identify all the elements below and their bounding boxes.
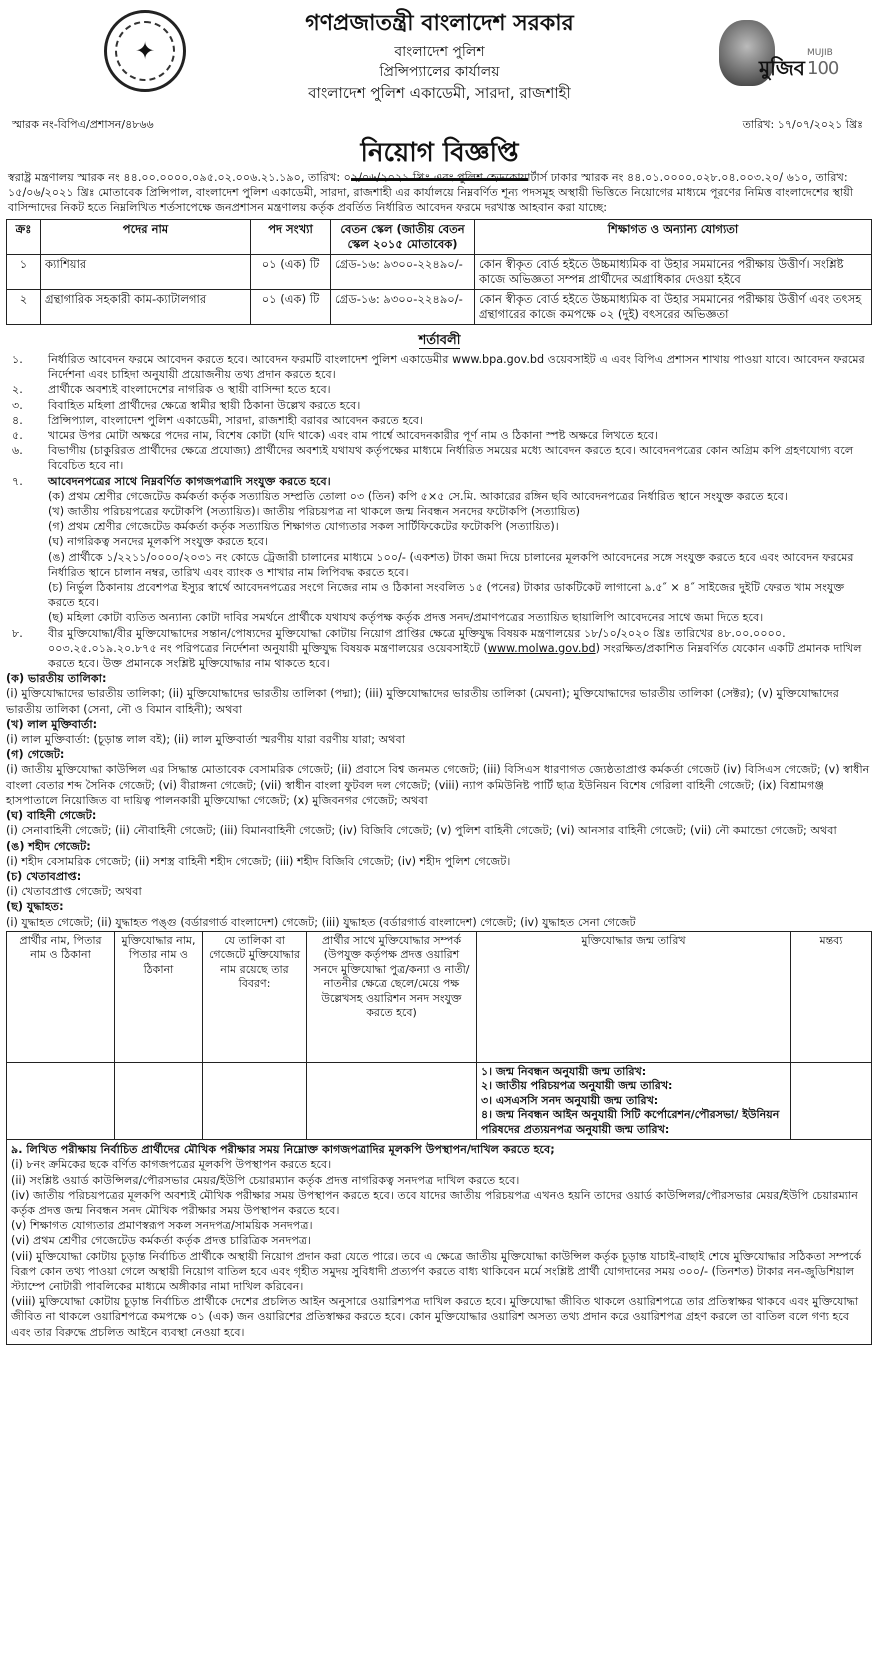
table-row: ১ ক্যাশিয়ার ০১ (এক) টি গ্রেড-১৬: ৯৩০০-২২৪৯০/- কোন স্বীকৃত বোর্ড হইতে উচ্চমাধ্যমিক বা উহার সমমানের পরীক্ষায় উত্তীর্ণ। সংশ্লিষ্ট কাজে অভিজ্ঞতা সম্পন্ন প্রার্থীদের অগ্রাধিকার দেওয়া হইবে [7, 255, 872, 290]
ff-table-row [7, 1062, 872, 1140]
attachment-item: (চ) নির্ভুল ঠিকানায় প্রবেশপত্র ইস্যুর স্বার্থে আবেদনপত্রের সংগে নিজের নাম ও ঠিকানা সংবলিত ১৫ (পনের) টাকার ডাকটিকেট লাগানো ৯.৫″ × ৪″ সাইজের দুইটি ফেরত খাম সংযুক্ত করতে হবে। [48, 581, 845, 610]
list-item: (iv) জাতীয় পরিচয়পত্রের মূলকপি অবশ্যই মৌখিক পরীক্ষার সময় উপস্থাপন করতে হবে। তবে যাদের জাতীয় পরিচয়পত্র এখনও হয়নি তাদের ওয়ার্ড কাউন্সিলর/পৌরসভার মেয়র/ইউপি চেয়ারম্যান কর্তৃক প্রদত্ত জন্ম নিবন্ধন সনদ মৌখিক পরীক্ষার সময় উপস্থাপন করতে হবে। [11, 1188, 858, 1218]
molwa-link[interactable]: www.molwa.gov.bd [487, 641, 596, 655]
office-line-1: বাংলাদেশ পুলিশ [394, 44, 485, 60]
freedom-fighter-table [6, 931, 872, 1141]
ff-proof-categories: (ক) ভারতীয় তালিকা: (i) মুক্তিযোদ্ধাদের ভারতীয় তালিকা; (ii) মুক্তিযোদ্ধাদের ভারতীয় তালিকা (পদ্মা); (iii) মুক্তিযোদ্ধাদের ভারতীয় তালিকা (মেঘনা); মুক্তিযোদ্ধাদের ভারতীয় তালিকা (সেক্টর); (v) মুক্তিযোদ্ধাদের ভারতীয় তালিকা (সেনা, নৌ ও বিমান বাহিনী); অথবা (খ) লাল মুক্তিবার্তা: (i) লাল মুক্তিবার্তা: (চূড়ান্ত লাল বই); (ii) লাল মুক্তিবার্তা স্মরণীয় যারা বরণীয় যারা; অথবা (গ) গেজেট: (i) জাতীয় মুক্তিযোদ্ধা কাউন্সিল এর সিদ্ধান্ত মোতাবেক বেসামরিক গেজেট; (ii) প্রবাসে বিশ্ব জনমত গেজেট; (iii) বিসিএস ধারণাগত জ্যেষ্ঠতাপ্রাপ্ত কর্মকর্তা গেজেট (iv) বিসিএস গেজেট; (v) স্বাধীন বাংলা বেতার শব্দ সৈনিক গেজেট; (vi) বীরাঙ্গনা গেজেট; (vii) স্বাধীন বাংলা ফুটবল দল গেজেট; (viii) ন্যাপ কমিউনিষ্ট পার্টি ছাত্র ইউনিয়ন বিশেষ গেরিলা বাহিনী গেজেট; (ix) বিশ্রামগঞ্জ হাসপাতালে নিয়োজিত বা দায়িত্ব পালনকারী মুক্তিযোদ্ধা গেজেট; (x) মুজিবনগর গেজেট; অথবা (ঘ) বাহিনী গেজেট: (i) সেনাবাহিনী গেজেট; (ii) নৌবাহিনী গেজেট; (iii) বিমানবাহিনী গেজেট; (iv) বিজিবি গেজেট; (v) পুলিশ বাহিনী গেজেট; (vi) আনসার বাহিনী গেজেট; (vii) নৌ কমান্ডো গেজেট; অথবা (ঙ) শহীদ গেজেট: (i) শহীদ বেসামরিক গেজেট; (ii) সশস্ত্র বাহিনী শহীদ গেজেট; (iii) শহীদ বিজিবি গেজেট; (iv) শহীদ পুলিশ গেজেট। (চ) খেতাবপ্রাপ্ত: (i) খেতাবপ্রাপ্ত গেজেট; অথবা (ছ) যুদ্ধাহত: (i) যুদ্ধাহত গেজেট; (ii) যুদ্ধাহত পঙ্গু (বর্ডারগার্ড বাংলাদেশ) গেজেট; (iii) যুদ্ধাহত (বর্ডারগার্ড বাংলাদেশ) গেজেট; (iv) যুদ্ধাহত সেনা গেজেট [6, 672, 870, 929]
ministry-title: গণপ্রজাতন্ত্রী বাংলাদেশ সরকার [305, 11, 574, 36]
list-item: ৭. আবেদনপত্রের সাথে নিম্নবর্ণিত কাগজপত্রাদি সংযুক্ত করতে হবে। [12, 474, 331, 488]
conditions-title: শর্তাবলী [418, 333, 461, 348]
viva-documents: ৯. লিখিত পরীক্ষায় নির্বাচিত প্রার্থীদের মৌখিক পরীক্ষার সময় নিম্নোক্ত কাগজপত্রাদির মূলকপি উপস্থাপন/দাখিল করতে হবে; (i) ৮নং ক্রমিকের ছকে বর্ণিত কাগজপত্রের মূলকপি উপস্থাপন করতে হবে। (ii) সংশ্লিষ্ট ওয়ার্ড কাউন্সিলর/পৌরসভার মেয়র/ইউপি চেয়ারম্যান কর্তৃক প্রদত্ত নাগরিকত্ব সনদপত্র দাখিল করতে হবে। (iv) জাতীয় পরিচয়পত্রের মূলকপি অবশ্যই মৌখিক পরীক্ষার সময় উপস্থাপন করতে হবে। তবে যাদের জাতীয় পরিচয়পত্র এখনও হয়নি তাদের ওয়ার্ড কাউন্সিলর/পৌরসভার মেয়র/ইউপি চেয়ারম্যান কর্তৃক প্রদত্ত জন্ম নিবন্ধন সনদ মৌখিক পরীক্ষার সময় উপস্থাপন করতে হবে। (v) শিক্ষাগত যোগ্যতার প্রমাণস্বরূপ সকল সনদপত্র/সাময়িক সনদপত্র। (vi) প্রথম শ্রেণীর গেজেটেড কর্মকর্তা কর্তৃক প্রদত্ত চারিত্রিক সনদপত্র। (vii) মুক্তিযোদ্ধা কোটায় চূড়ান্ত নির্বাচিত প্রার্থীকে অস্থায়ী নিয়োগ প্রদান করা যেতে পারে। তবে এ ক্ষেত্রে জাতীয় মুক্তিযোদ্ধা কাউন্সিল কর্তৃক চূড়ান্ত যাচাই-বাছাই শেষে মুক্তিযোদ্ধার সঠিকতা সম্পর্কে বিরূপ কোন তথ্য পাওয়া গেলে অস্থায়ী নিয়োগ বাতিল হবে এবং গৃহীত সমুদয় সুবিধাদী প্রত্যর্পণ করতে বাধ্য থাকিবেন মর্মে সংশ্লিষ্ট প্রার্থী যোগদানের সময় ৩০০/- (তিনশত) টাকার নন-জুডিশিয়াল স্ট্যাম্পে নোটারী পাবলিকের মাধ্যমে অঙ্গীকার নামা দাখিল করিবেন। (viii) মুক্তিযোদ্ধা কোটায় চূড়ান্ত নির্বাচিত প্রার্থীকে দেশের প্রচলিত আইন অনুসারে ওয়ারিশপত্র দাখিল করতে হবে। মুক্তিযোদ্ধা জীবিত থাকলে ওয়ারিশপত্রে তার প্রতিস্বাক্ষর থাকবে এবং মুক্তিযোদ্ধা জীবিত না থাকলে ওয়ারিশপত্রে কমপক্ষে ০১ (এক) জন ওয়ারিশের প্রতিস্বাক্ষর করতে হবে। কোন মুক্তিযোদ্ধার ওয়ারিশ অসত্য তথ্য প্রদান করে ওয়ারিশপত্র গ্রহণ করলে তা বাতিল বলে গণ্য হবে এবং তার বিরুদ্ধে প্রচলিত আইনে ব্যবস্থা নেওয়া হবে। [6, 1140, 872, 1345]
attachment-item: (খ) জাতীয় পরিচয়পত্রের ফটোকপি (সত্যায়িত)। জাতীয় পরিচয়পত্র না থাকলে জন্ম নিবন্ধন সনদের ফটোকপি (সত্যায়িত) [48, 505, 581, 519]
posts-table [6, 219, 872, 325]
notice-title: নিয়োগ বিজ্ঞপ্তি [6, 132, 873, 181]
police-emblem-icon: ✦ [104, 10, 186, 92]
list-item: ১. নির্ধারিত আবেদন ফরমে আবেদন করতে হবে। আবেদন ফরমটি বাংলাদেশ পুলিশ একাডেমীর www.bpa.gov.bd ওয়েবসাইট এ এবং বিপিএ প্রশাসন শাখায় পাওয়া যাবে। আবেদন ফরমের নির্দেশনা এবং চাহিদা অনুযায়ী প্রয়োজনীয় তথ্য প্রদান করতে হবে। [12, 353, 865, 382]
list-item: (vi) প্রথম শ্রেণীর গেজেটেড কর্মকর্তা কর্তৃক প্রদত্ত চারিত্রিক সনদপত্র। [11, 1234, 312, 1248]
posts-table-header: ক্রঃ পদের নাম পদ সংখ্যা বেতন স্কেল (জাতীয় বেতন স্কেল ২০১৫ মোতাবেক) শিক্ষাগত ও অন্যান্য যোগ্যতা [7, 220, 872, 255]
notice-header [6, 0, 873, 168]
office-line-2: প্রিন্সিপ্যালের কার্যালয় [379, 64, 500, 80]
attachment-item: (ছ) মহিলা কোটা ব্যতিত অন্যান্য কোটা দাবির সমর্থনে প্রার্থীকে যথাযথ কর্তৃপক্ষ কর্তৃক প্রদত্ত সনদ/প্রমাণপত্রের সত্যায়িত ছায়ালিপি আবেদনের সাথে জমা দিতে হবে। [48, 611, 764, 625]
attachment-item: (গ) প্রথম শ্রেণীর গেজেটেড কর্মকর্তা কর্তৃক সত্যায়িত শিক্ষাগত যোগ্যতার সকল সার্টিফিকেটের ফটোকপি (সত্যায়িত)। [48, 520, 559, 534]
list-item: ২. প্রার্থীকে অবশ্যই বাংলাদেশের নাগরিক ও স্থায়ী বাসিন্দা হতে হবে। [12, 383, 331, 397]
list-item: ৫. খামের উপর মোটা অক্ষরে পদের নাম, বিশেষ কোটা (যদি থাকে) এবং বাম পার্শ্বে আবেদনকারীর পূর্ণ নাম ও ঠিকানা স্পষ্ট অক্ষরে লিখতে হবে। [12, 429, 658, 443]
list-item: (i) ৮নং ক্রমিকের ছকে বর্ণিত কাগজপত্রের মূলকপি উপস্থাপন করতে হবে। [11, 1158, 332, 1172]
list-item: (vii) মুক্তিযোদ্ধা কোটায় চূড়ান্ত নির্বাচিত প্রার্থীকে অস্থায়ী নিয়োগ প্রদান করা যেতে পারে। তবে এ ক্ষেত্রে জাতীয় মুক্তিযোদ্ধা কাউন্সিল কর্তৃক চূড়ান্ত যাচাই-বাছাই শেষে মুক্তিযোদ্ধার সঠিকতা সম্পর্কে বিরূপ কোন তথ্য পাওয়া গেলে অস্থায়ী নিয়োগ বাতিল হবে এবং গৃহীত সমুদয় সুবিধাদী প্রত্যর্পণ করতে বাধ্য থাকিবেন মর্মে সংশ্লিষ্ট প্রার্থী যোগদানের সময় ৩০০/- (তিনশত) টাকার নন-জুডিশিয়াল স্ট্যাম্পে নোটারী পাবলিকের মাধ্যমে অঙ্গীকার নামা দাখিল করিবেন। [11, 1249, 862, 1294]
memo-date: তারিখ: ১৭/০৭/২০২১ খ্রিঃ [742, 118, 863, 131]
list-item: ৩. বিবাহিত মহিলা প্রার্থীদের ক্ষেত্রে স্বামীর স্থায়ী ঠিকানা উল্লেখ করতে হবে। [12, 398, 361, 412]
office-line-3: বাংলাদেশ পুলিশ একাডেমী, সারদা, রাজশাহী [308, 84, 571, 102]
list-item: ৬. বিভাগীয় (চাকুরিরত প্রার্থীদের ক্ষেত্রে প্রযোজ্য) প্রার্থীদের অবশ্যই যথাযথ কর্তৃপক্ষের মাধ্যমে নির্ধারিত সময়ের মধ্যে আবেদন করতে হবে। আবেদনপত্রের কোন অগ্রিম কপি গ্রহণযোগ্য বলে বিবেচিত হবে না। [12, 444, 854, 473]
attachment-item: (ঙ) প্রার্থীকে ১/২২১১/০০০০/২০৩১ নং কোডে ট্রেজারী চালানের মাধ্যমে ১০০/- (একশত) টাকা জমা দিয়ে চালানের মূলকপি আবেদনের সঙ্গে সংযুক্ত করতে হবে এবং আবেদন ফরমের নির্ধারিত স্থানে চালান নম্বর, তারিখ এবং ব্যাংক ও শাখার নাম লিপিবদ্ধ করতে হবে। [48, 550, 854, 579]
ff-table-header: প্রার্থীর নাম, পিতার নাম ও ঠিকানা মুক্তিযোদ্ধার নাম, পিতার নাম ও ঠিকানা যে তালিকা বা গেজেটে মুক্তিযোদ্ধার নাম রয়েছে তার বিবরণ: প্রার্থীর সাথে মুক্তিযোদ্ধার সম্পর্ক (উপযুক্ত কর্তৃপক্ষ প্রদত্ত ওয়ারিশ সনদে মুক্তিযোদ্ধা পুত্র/কন্যা ও নাতী/নাতনীর ক্ষেত্রে ছেলে/মেয়ে পক্ষ উল্লেখসহ ওয়ারিশন সনদ সংযুক্ত করতে হবে) মুক্তিযোদ্ধার জন্ম তারিখ মন্তব্য [7, 931, 872, 1062]
mujib-100-logo-icon: মুজিব MUJIB 100 [719, 20, 839, 100]
memo-number: স্মারক নং-বিপিএ/প্রশাসন/৪৮৬৬ [12, 118, 154, 131]
list-item: ৮. বীর মুক্তিযোদ্ধা/বীর মুক্তিযোদ্ধাদের সন্তান/পোষ্যদের মুক্তিযোদ্ধা কোটায় নিয়োগ প্রাপ্তির ক্ষেত্রে মুক্তিযুদ্ধ বিষয়ক মন্ত্রণালয়ের ১৮/১০/২০২০ খ্রিঃ তারিখের ৪৮.০০.০০০০. ০০৩.২৫.০১৯.২০.৮৭৫ নং পরিপত্রের নির্দেশনা অনুযায়ী মুক্তিযুদ্ধ বিষয়ক মন্ত্রণালয়ের ওয়েবসাইটে (www.molwa.gov.bd) সংরক্ষিত/প্রকাশিত নিম্নবর্ণিত যেকোন একটি প্রমানক দাখিল করতে হবে। উক্ত প্রমানকে সংশ্লিষ্ট মুক্তিযোদ্ধার নাম থাকতে হবে। [12, 626, 862, 671]
list-item: (v) শিক্ষাগত যোগ্যতার প্রমাণস্বরূপ সকল সনদপত্র/সাময়িক সনদপত্র। [11, 1219, 313, 1233]
birth-date-item: ৩। এসএসসি সনদ অনুযায়ী জন্ম তারিখ: [481, 1093, 659, 1107]
attachment-item: (ঘ) নাগরিকত্ব সনদের মূলকপি সংযুক্ত করতে হবে। [48, 535, 269, 549]
attachment-item: (ক) প্রথম শ্রেণীর গেজেটেড কর্মকর্তা কর্তৃক সত্যায়িত সম্প্রতি তোলা ০৩ (তিন) কপি ৫×৫ সে.মি. আকারের রঙ্গিন ছবি আবেদনপত্রের নির্ধারিত স্থানে সংযুক্ত করতে হবে। [48, 489, 788, 503]
list-item: (viii) মুক্তিযোদ্ধা কোটায় চূড়ান্ত নির্বাচিত প্রার্থীকে দেশের প্রচলিত আইন অনুসারে ওয়ারিশপত্র দাখিল করতে হবে। মুক্তিযোদ্ধা জীবিত থাকলে ওয়ারিশপত্রে তার প্রতিস্বাক্ষর থাকবে এবং মুক্তিযোদ্ধা জীবিত না থাকলে ওয়ারিশপত্রে কমপক্ষে ০১ (এক) জন ওয়ারিশের প্রতিস্বাক্ষর করতে হবে। কোন মুক্তিযোদ্ধার ওয়ারিশ অসত্য তথ্য প্রদান করে ওয়ারিশপত্র গ্রহণ করলে তা বাতিল বলে গণ্য হবে এবং তার বিরুদ্ধে প্রচলিত আইনে ব্যবস্থা নেওয়া হবে। [11, 1295, 859, 1339]
intro-paragraph: স্বরাষ্ট্র মন্ত্রণালয় স্মারক নং ৪৪.০০.০০০০.০৯৫.০২.০০৬.২১.১৯০, তারিখ: ০২/০৬/২০২১ খ্রিঃ এবং পুলিশ হেডকোয়ার্টার্স ঢাকার স্মারক নং ৪৪.০১.০০০০.০২৮.০৪.০০৩.২০/ ৬১০, তারিখ: ১৫/০৬/২০২১ খ্রিঃ মোতাবেক প্রিন্সিপাল, বাংলাদেশ পুলিশ একাডেমী, সারদা, রাজশাহী এর কার্যালয়ে নিম্নবর্ণিত শূন্য পদসমূহ অস্থায়ী ভিত্তিতে নিয়োগের মাধ্যমে পূরণের নিমিত্ত বাংলাদেশের স্থায়ী বাসিন্দাদের নিকট হতে নিম্নলিখিত শর্তসাপেক্ষে জনপ্রশাসন মন্ত্রণালয় কর্তৃক প্রবর্তিত নির্ধারিত আবেদন ফরমে দরখাস্ত আহবান করা যাচ্ছে: [8, 171, 854, 214]
birth-date-item: ২। জাতীয় পরিচয়পত্র অনুযায়ী জন্ম তারিখ: [481, 1079, 673, 1093]
list-item: (ii) সংশ্লিষ্ট ওয়ার্ড কাউন্সিলর/পৌরসভার মেয়র/ইউপি চেয়ারম্যান কর্তৃক প্রদত্ত নাগরিকত্ব সনদপত্র দাখিল করতে হবে। [11, 1173, 520, 1187]
list-item: ৪. প্রিন্সিপ্যাল, বাংলাদেশ পুলিশ একাডেমী, সারদা, রাজশাহী বরাবর আবেদন করতে হবে। [12, 413, 424, 427]
birth-date-item: ৪। জন্ম নিবন্ধন আইন অনুযায়ী সিটি কর্পোরেশন/পৌরসভা/ ইউনিয়ন পরিষদের প্রত্যয়নপত্র অনুযায়ী জন্ম তারিখ: [481, 1108, 780, 1136]
birth-date-item: ১। জন্ম নিবন্ধন অনুযায়ী জন্ম তারিখ: [481, 1064, 647, 1078]
table-row: ২ গ্রন্থাগারিক সহকারী কাম-ক্যাটালগার ০১ (এক) টি গ্রেড-১৬: ৯৩০০-২২৪৯০/- কোন স্বীকৃত বোর্ড হইতে উচ্চমাধ্যমিক বা উহার সমমানের পরীক্ষায় উত্তীর্ণ এবং তৎসহ গ্রন্থাগারের কাজে কমপক্ষে ০২ (দুই) বৎসরের অভিজ্ঞতা [7, 290, 872, 325]
conditions-list [6, 352, 873, 671]
